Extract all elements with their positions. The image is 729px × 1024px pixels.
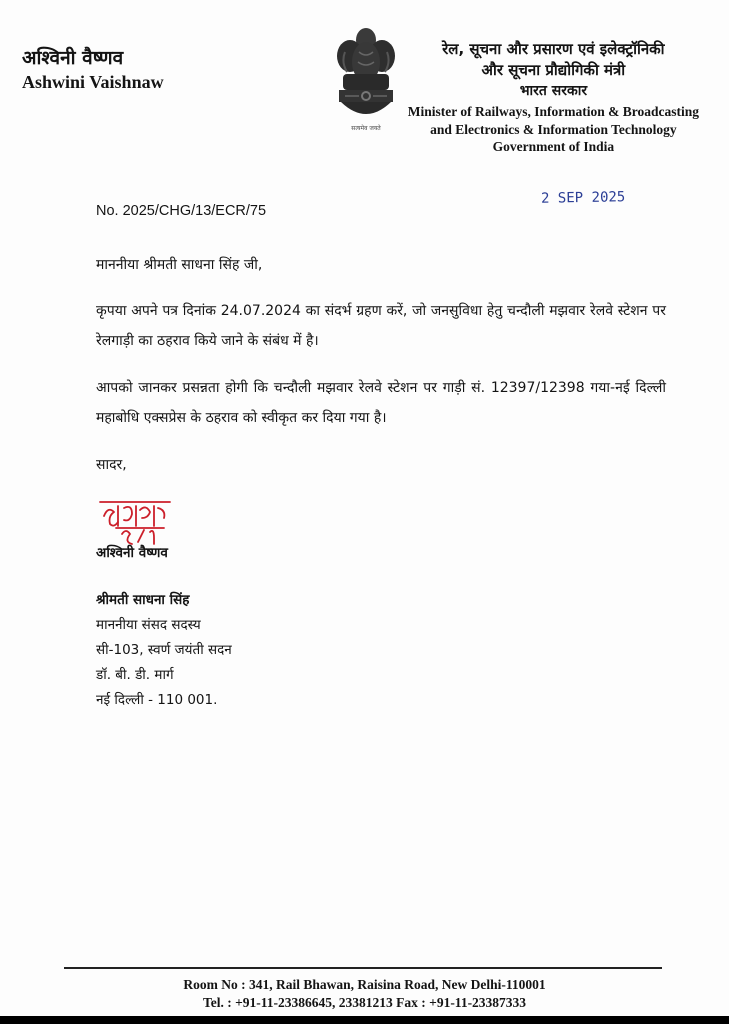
salutation: माननीया श्रीमती साधना सिंह जी, [96,257,263,273]
office-english-line-2: and Electronics & Information Technology [430,121,677,137]
body-paragraph-1: कृपया अपने पत्र दिनांक 24.07.2024 का संदर्भ ग्रहण करें, जो जनसुविधा हेतु चन्दौली मझवार रेलवे स्टेशन पर रेलगाड़ी का ठहराव किये जाने के संबंध में है। [96,303,666,349]
handwritten-signature [96,496,176,546]
minister-office-block [408,42,699,158]
footer-contact: Tel. : +91-11-23386645, 23381213 Fax : +91-11-23387333 [202,995,527,1010]
date-stamp: 2 SEP 2025 [540,189,626,207]
footer-divider [64,967,662,969]
national-emblem-icon [333,22,399,134]
svg-text:सत्यमेव जयते: सत्यमेव जयते [351,125,381,132]
office-hindi-line-1: रेल, सूचना और प्रसारण एवं इलेक्ट्रॉनिकी [442,40,665,58]
recipient-name: श्रीमती साधना सिंह [96,592,190,608]
footer [0,976,729,1012]
sender-name-hindi: अश्विनी वैष्णव [22,47,124,69]
signatory-name: अश्विनी वैष्णव [96,545,168,561]
office-hindi-line-2: और सूचना प्रौद्योगिकी मंत्री [481,61,626,79]
recipient-line-2: सी-103, स्वर्ण जयंती सदन [96,642,232,658]
sender-name-english: Ashwini Vaishnaw [22,72,164,92]
recipient-line-3: डॉ. बी. डी. मार्ग [96,667,174,683]
closing: सादर, [96,457,127,473]
footer-address: Room No : 341, Rail Bhawan, Raisina Road, New Delhi-110001 [183,977,546,992]
recipient-address [96,588,232,713]
office-english-line-3: Government of India [492,139,615,154]
reference-number: No. 2025/CHG/13/ECR/75 [96,203,267,219]
recipient-line-4: नई दिल्ली - 110 001. [96,692,218,708]
recipient-line-1: माननीया संसद सदस्य [96,617,201,633]
office-english-line-1: Minister of Railways, Information & Broadcasting [407,104,699,119]
body-paragraph-2: आपको जानकर प्रसन्नता होगी कि चन्दौली मझवार रेलवे स्टेशन पर गाड़ी सं. 12397/12398 गया-नई दिल्ली महाबोधि एक्सप्रेस के ठहराव को स्वीकृत कर दिया गया है। [96,380,666,426]
bottom-strip [0,1016,729,1024]
office-hindi-line-3: भारत सरकार [519,83,588,99]
